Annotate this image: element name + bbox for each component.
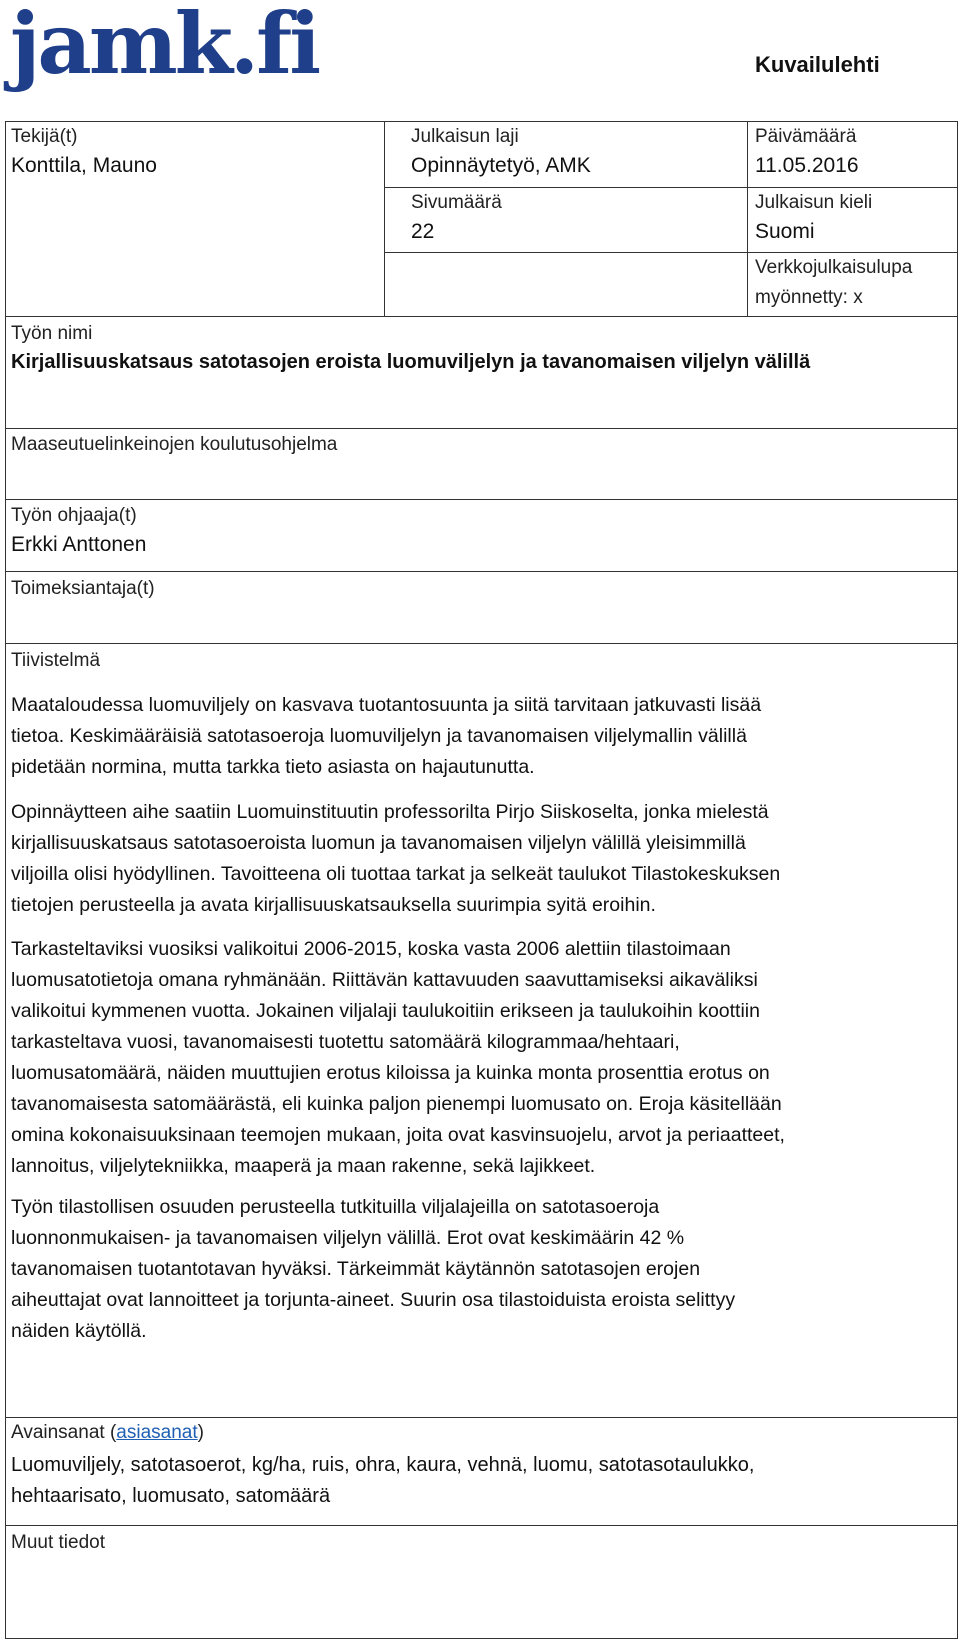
keywords-label <box>11 1422 204 1444</box>
row-divider-programme <box>5 428 958 429</box>
keywords-line: hehtaarisato, luomusato, satomäärä <box>11 1485 331 1507</box>
row-divider-abstract <box>5 643 958 644</box>
column-divider-2 <box>747 121 748 316</box>
pubtype-value: Opinnäytetyö, AMK <box>411 154 591 177</box>
keywords-value <box>11 1450 946 1512</box>
abstract-line: omina kokonaisuuksinaan teemojen mukaan, joita ovat kasvinsuojelu, arvot ja periaatteet, <box>11 1124 785 1146</box>
abstract-line: tietoa. Keskimääräisiä satotasoeroja luomuviljelyn ja tavanomaisen viljelymallin välillä <box>11 725 747 747</box>
abstract-line: kirjallisuuskatsaus satotasoeroista luomun ja tavanomaisen viljelyn välillä yleisimmillä <box>11 832 746 854</box>
date-label: Päivämäärä <box>755 126 857 147</box>
abstract-line: Tarkasteltaviksi vuosiksi valikoitui 2006-2015, koska vasta 2006 alettiin tilastoimaan <box>11 938 731 960</box>
abstract-line: tavanomaisen tuotantotavan hyväksi. Tärkeimmät käytännön satotasojen erojen <box>11 1258 701 1280</box>
abstract-line: tietojen perusteella ja avata kirjallisuuskatsauksella suurimpia syitä eroihin. <box>11 894 656 916</box>
pages-label: Sivumäärä <box>411 192 502 213</box>
abstract-paragraph-1 <box>11 690 946 783</box>
date-value: 11.05.2016 <box>755 154 859 177</box>
language-value: Suomi <box>755 220 815 243</box>
keywords-line: Luomuviljely, satotasoerot, kg/ha, ruis, ohra, kaura, vehnä, luomu, satotasotaulukko, <box>11 1454 755 1476</box>
keywords-label-suffix: ) <box>197 1422 204 1443</box>
abstract-label: Tiivistelmä <box>11 650 101 671</box>
abstract-line: aiheuttajat ovat lannoitteet ja torjunta-aineet. Suurin osa tilastoiduista eroista selittyy <box>11 1289 736 1311</box>
supervisor-label: Työn ohjaaja(t) <box>11 505 137 526</box>
jamk-logo: jamk.fi <box>10 0 319 93</box>
supervisor-value: Erkki Anttonen <box>11 533 147 556</box>
author-value: Konttila, Mauno <box>11 154 157 177</box>
permit-value: myönnetty: x <box>755 287 863 308</box>
keywords-label-prefix: Avainsanat ( <box>11 1422 117 1443</box>
work-title-label: Työn nimi <box>11 323 93 344</box>
pages-value: 22 <box>411 220 435 243</box>
row-divider-title <box>5 316 958 317</box>
abstract-line: luonnonmukaisen- ja tavanomaisen viljelyn välillä. Erot ovat keskimäärin 42 % <box>11 1227 685 1249</box>
row-divider-other <box>5 1525 958 1526</box>
page-title: Kuvailulehti <box>755 52 880 77</box>
row-divider-pages <box>384 187 958 188</box>
abstract-line: pidetään normina, mutta tarkka tieto asiasta on hajautunutta. <box>11 756 535 778</box>
other-info-label: Muut tiedot <box>11 1532 105 1553</box>
work-title-value: Kirjallisuuskatsaus satotasojen eroista luomuviljelyn ja tavanomaisen viljelyn välillä <box>11 351 811 373</box>
abstract-paragraph-3 <box>11 934 946 1182</box>
pubtype-label: Julkaisun laji <box>411 126 519 147</box>
row-divider-keywords <box>5 1417 958 1418</box>
language-label: Julkaisun kieli <box>755 192 873 213</box>
abstract-line: näiden käytöllä. <box>11 1320 147 1342</box>
abstract-line: luomusatomäärä, näiden muuttujien erotus kiloissa ja kuinka monta prosenttia erotus on <box>11 1062 770 1084</box>
programme: Maaseutuelinkeinojen koulutusohjelma <box>11 434 338 455</box>
row-divider-supervisor <box>5 499 958 500</box>
abstract-line: Työn tilastollisen osuuden perusteella tutkituilla viljalajeilla on satotasoeroja <box>11 1196 660 1218</box>
asiasanat-link[interactable]: asiasanat <box>116 1422 198 1443</box>
abstract-paragraph-4 <box>11 1192 946 1347</box>
row-divider-commissioner <box>5 571 958 572</box>
abstract-line: tavanomaisesta satomäärästä, eli kuinka paljon pienempi luomusato on. Eroja käsitellään <box>11 1093 782 1115</box>
abstract-line: valikoitui kymmenen vuotta. Jokainen viljalaji taulukoitiin erikseen ja taulukoihin koottiin <box>11 1000 760 1022</box>
abstract-line: luomusatotietoja omana ryhmänään. Riittävän kattavuuden saavuttamiseksi aikaväliksi <box>11 969 758 991</box>
abstract-line: viljoilla olisi hyödyllinen. Tavoitteena oli tuottaa tarkat ja selkeät taulukot Tilastokeskuksen <box>11 863 781 885</box>
abstract-line: tarkasteltava vuosi, tavanomaisesti tuotettu satomäärä kilogrammaa/hehtaari, <box>11 1031 680 1053</box>
commissioner-label: Toimeksiantaja(t) <box>11 578 155 599</box>
column-divider-1 <box>384 121 385 316</box>
abstract-line: lannoitus, viljelytekniikka, maaperä ja maan rakenne, sekä lajikkeet. <box>11 1155 596 1177</box>
author-label: Tekijä(t) <box>11 126 78 147</box>
abstract-line: Opinnäytteen aihe saatiin Luomuinstituutin professorilta Pirjo Siiskoselta, jonka mielestä <box>11 801 769 823</box>
abstract-paragraph-2 <box>11 797 946 921</box>
row-divider-permit <box>384 252 958 253</box>
abstract-line: Maataloudessa luomuviljely on kasvava tuotantosuunta ja siitä tarvitaan jatkuvasti lisää <box>11 694 762 716</box>
permit-label: Verkkojulkaisulupa <box>755 257 913 278</box>
